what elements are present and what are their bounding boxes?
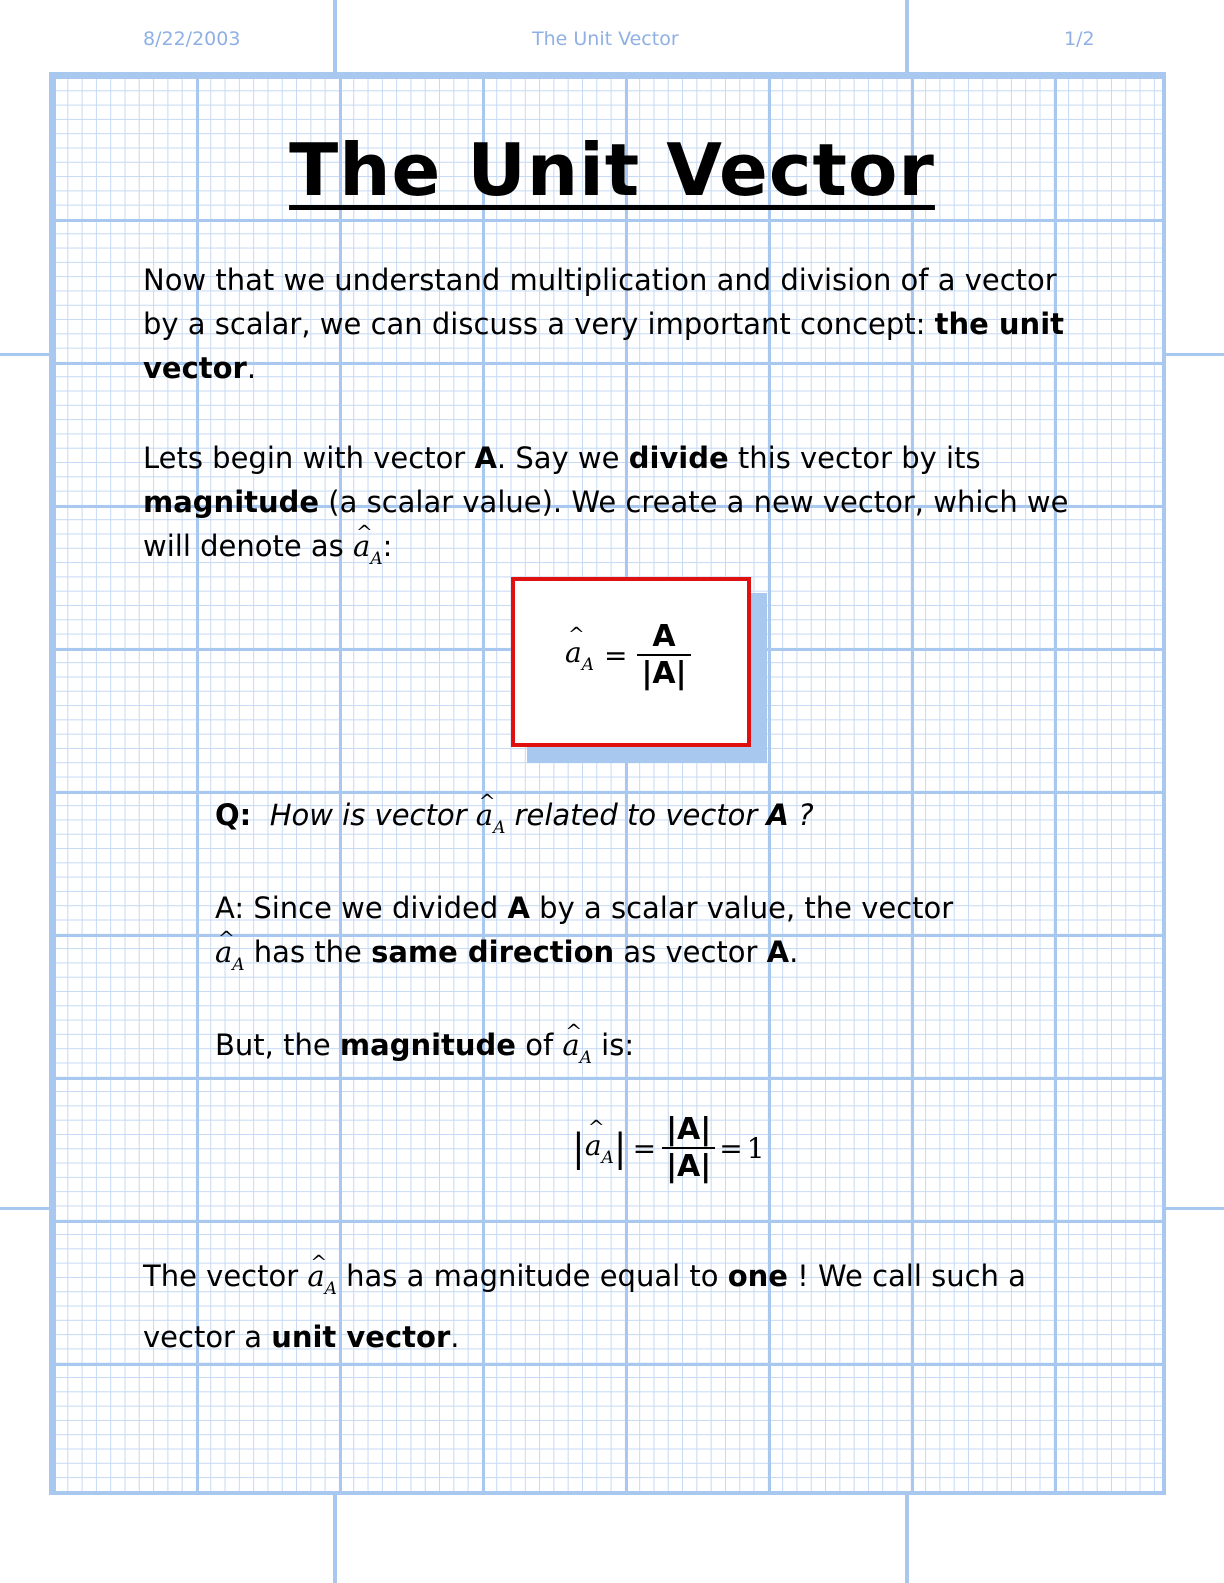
final-t1: The vector [143,1259,308,1293]
mag-a-sub: A [601,1147,614,1168]
eq-fraction [637,619,690,691]
mag-symbol [585,1129,614,1168]
ans-A: A [507,891,530,925]
final-symbol [307,1252,337,1313]
eq-a-sub: A [581,654,594,675]
ans-t4: as vector [614,935,767,969]
ans-t5: . [789,935,799,969]
header-page: 1/2 [1064,28,1095,50]
eq-numerator: A [652,619,676,654]
ans-t2: by a scalar value, the vector [529,891,954,925]
q-t2: related to vector [505,798,767,832]
begin-t1: Lets begin with vector [143,441,475,475]
grid-ext-right-1 [1166,353,1224,356]
grid-ext-left-1 [0,353,49,356]
symbol-a-hat-A [353,524,383,581]
paragraph-final [143,1252,1073,1361]
but-symbol [562,1023,592,1080]
q-t1: How is vector [269,798,476,832]
eq-lhs [565,636,594,675]
but-a-sub: A [579,1048,592,1068]
q-t3: ? [788,798,814,832]
mag-one: 1 [746,1131,765,1165]
grid-ext-top-left [333,0,337,72]
eq-equals: = [603,638,628,672]
intro-bold: the unit vector [143,307,1064,385]
mag-equals-2: = [719,1131,743,1165]
but-magnitude: magnitude [339,1028,516,1062]
header-date: 8/22/2003 [143,28,241,50]
grid-ext-bottom-right [905,1495,909,1583]
begin-A: A [474,441,497,475]
mag-fraction [662,1112,715,1184]
but-line [215,1023,1115,1080]
mag-equals-1: = [632,1131,657,1165]
question [215,793,1115,850]
q-a-hat: ^ a [476,793,493,837]
grid-ext-top-right [905,0,909,72]
abs-bar-right: | [613,1126,627,1170]
but-a-hat: ^ a [562,1023,579,1067]
a-hat-sub: A [370,549,383,569]
paragraph-intro [143,258,1073,390]
ans-a-sub: A [232,955,245,975]
begin-t4: (a scalar value). We create a new vector, which we will denote as [143,485,1069,563]
header-title: The Unit Vector [532,28,679,50]
q-label: Q: [215,798,252,832]
final-a-hat: ^ a [307,1252,324,1300]
equation-box [511,577,751,747]
page-title: The Unit Vector [289,128,935,212]
but-t2: of [515,1028,563,1062]
but-t1: But, the [215,1028,340,1062]
begin-divide: divide [628,441,729,475]
ans-same-direction: same direction [371,935,615,969]
ans-t1: A: Since we divided [215,891,508,925]
final-t3: ! We call such a vector a [143,1259,1026,1354]
final-unit-vector: unit vector [271,1320,451,1354]
mag-numerator: |A| [666,1112,712,1147]
grid-ext-left-2 [0,1207,49,1210]
a-hat: ^ a [353,524,370,568]
mag-a-hat: ^ a [585,1129,602,1162]
magnitude-equation [572,1112,765,1184]
answer [215,886,1115,987]
grid-ext-right-2 [1166,1207,1224,1210]
eq-denominator: |A| [641,656,687,691]
q-A: A [766,798,789,832]
final-t2: has a magnitude equal to [336,1259,728,1293]
begin-t5: : [382,529,393,563]
eq-a-hat: ^ a [565,636,582,669]
begin-magnitude: magnitude [143,485,320,519]
final-t4: . [450,1320,460,1354]
final-one: one [727,1259,788,1293]
ans-vecA: A [766,935,790,969]
ans-t3: has the [244,935,372,969]
mag-denominator: |A| [666,1149,712,1184]
grid-ext-bottom-left [333,1495,337,1583]
begin-t3: this vector by its [728,441,981,475]
abs-bar-left: | [572,1126,585,1170]
q-symbol [476,793,506,850]
ans-a-hat: ^ a [215,930,232,974]
intro-end: . [246,351,257,385]
begin-t2: . Say we [496,441,629,475]
paragraph-begin [143,436,1073,581]
ans-symbol [215,930,245,987]
q-a-sub: A [493,818,506,838]
but-t3: is: [591,1028,635,1062]
intro-text: Now that we understand multiplication and division of a vector by a scalar, we can discuss a very important concept: [143,263,1057,341]
final-a-sub: A [324,1279,337,1299]
